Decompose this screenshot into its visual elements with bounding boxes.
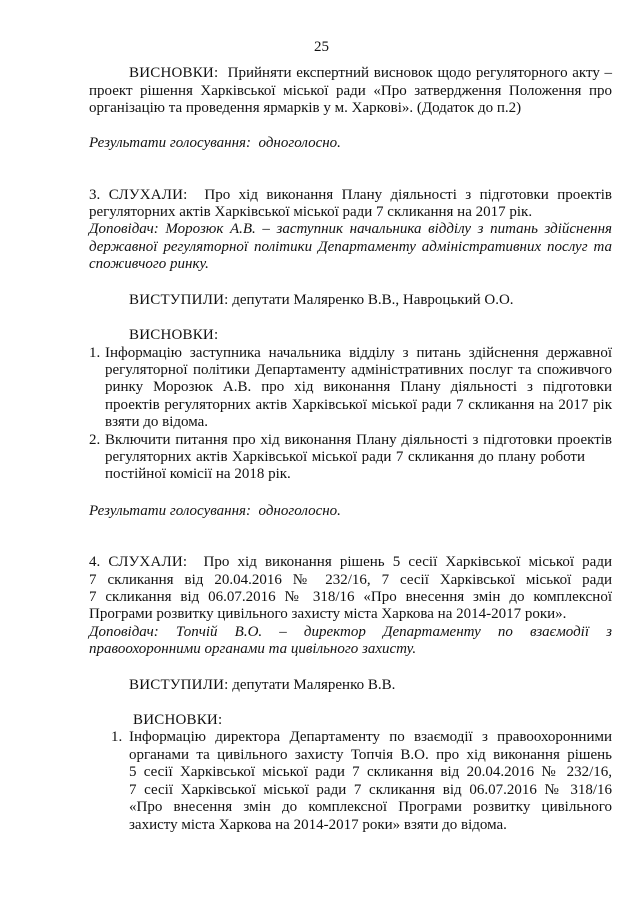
sec4-speaker-label: Доповідач: — [89, 624, 159, 640]
sec3-speaker-label: Доповідач: — [89, 221, 159, 237]
sec4-speaker-line2: правоохоронними органами та цивільного захисту. — [89, 641, 417, 657]
sec4-conclusions-label: ВИСНОВКИ: — [133, 712, 223, 728]
sec4-item1-number: 1. — [111, 729, 123, 745]
sec4-heard-line1 — [89, 554, 612, 571]
sec3-voting — [89, 503, 341, 520]
sec1-voting-label: Результати голосування: — [89, 135, 252, 151]
sec1-conclusions-line3: організацію та проведення ярмарків у м. Харкові». (Додаток до п.2) — [89, 100, 522, 116]
sec3-item1-number: 1. — [89, 345, 101, 361]
sec4-item1-line6: захисту міста Харкова на 2014-2017 роки» взяти до відома. — [129, 817, 507, 833]
sec4-heard-line3: 7 скликання від 06.07.2016 № 318/16 «Про внесення змін до комплексної — [89, 589, 612, 605]
sec3-speaker-line2: державної регуляторної політики Департаменту адміністративних послуг та — [89, 239, 612, 255]
sec3-conclusions-label: ВИСНОВКИ: — [129, 327, 219, 343]
sec3-heard-text1: Про хід виконання Плану діяльності з підготовки проектів — [204, 187, 612, 203]
sec3-spoke-text: депутати Маляренко В.В., Навроцький О.О. — [232, 292, 514, 308]
sec3-speaker-text1: Морозюк А.В. – заступник начальника відділу з питань здійснення — [165, 221, 612, 237]
page-number: 25 — [314, 39, 329, 55]
sec4-heard-label: СЛУХАЛИ: — [108, 554, 188, 570]
sec4-spoke-text: депутати Маляренко В.В. — [232, 677, 396, 693]
sec4-spoke — [129, 677, 395, 694]
sec3-item1-line4: проектів регуляторних актів Харківської міської ради 7 скликання на 2017 рік — [105, 397, 612, 413]
sec3-item2-line2: регуляторних актів Харківської міської ради 7 скликання до плану роботи — [105, 449, 585, 465]
sec3-item2-line3: постійної комісії на 2018 рік. — [105, 466, 291, 482]
sec3-heard-number: 3. — [89, 187, 101, 203]
sec4-item1-line4: 7 сесії Харківської міської ради 7 скликання від 06.07.2016 № 318/16 — [129, 782, 612, 798]
sec3-item1-line3: ринку Морозюк А.В. про хід виконання Плану діяльності з підготовки — [105, 379, 612, 395]
sec4-spoke-label: ВИСТУПИЛИ: — [129, 677, 229, 693]
sec1-conclusions-line2: проект рішення Харківської міської ради «Про затвердження Положення про — [89, 83, 612, 99]
sec3-speaker-line1 — [89, 221, 612, 238]
sec1-voting — [89, 135, 341, 152]
sec3-item1-line1: Інформацію заступника начальника відділу з питань здійснення державної — [105, 345, 612, 361]
sec3-item1-line5: взяти до відома. — [105, 414, 209, 430]
sec1-voting-value: одноголосно. — [258, 135, 341, 151]
sec4-heard-number: 4. — [89, 554, 101, 570]
sec4-heard-line4: Програми розвитку цивільного захисту міста Харкова на 2014-2017 роки». — [89, 606, 567, 622]
sec4-heard-text1: Про хід виконання рішень 5 сесії Харківської міської ради — [203, 554, 612, 570]
sec3-item1-line2: регуляторної політики Департаменту адміністративних послуг та споживчого — [105, 362, 612, 378]
sec3-voting-value: одноголосно. — [258, 503, 341, 519]
sec4-item1-line5: «Про внесення змін до комплексної Програми розвитку цивільного — [129, 799, 612, 815]
sec4-item1-line2: органами та цивільного захисту Топчія В.О. про хід виконання рішень — [129, 747, 612, 763]
sec3-heard-line2: регуляторних актів Харківської міської ради 7 скликання на 2017 рік. — [89, 204, 533, 220]
sec3-item2-line1: Включити питання про хід виконання Плану діяльності з підготовки проектів — [105, 432, 612, 448]
sec4-speaker-line1 — [89, 624, 612, 641]
sec4-item1-line1: Інформацію директора Департаменту по взаємодії з правоохоронними — [129, 729, 612, 745]
sec3-item2-number: 2. — [89, 432, 101, 448]
sec1-conclusions-label: ВИСНОВКИ: — [129, 65, 219, 81]
sec3-spoke-label: ВИСТУПИЛИ: — [129, 292, 229, 308]
sec1-conclusions-line1 — [89, 65, 612, 82]
sec3-heard-line1 — [89, 187, 612, 204]
sec3-voting-label: Результати голосування: — [89, 503, 252, 519]
sec3-heard-label: СЛУХАЛИ: — [108, 187, 188, 203]
sec4-speaker-text1: Топчій В.О. – директор Департаменту по взаємодії з — [175, 624, 613, 640]
sec1-conclusions-text1: Прийняти експертний висновок щодо регуляторного акту – — [227, 65, 612, 81]
sec4-item1-line3: 5 сесії Харківської міської ради 7 скликання від 20.04.2016 № 232/16, — [129, 764, 612, 780]
sec3-spoke — [129, 292, 514, 309]
sec3-speaker-line3: споживчого ринку. — [89, 256, 209, 272]
sec4-heard-line2: 7 скликання від 20.04.2016 № 232/16, 7 сесії Харківської міської ради — [89, 572, 612, 588]
